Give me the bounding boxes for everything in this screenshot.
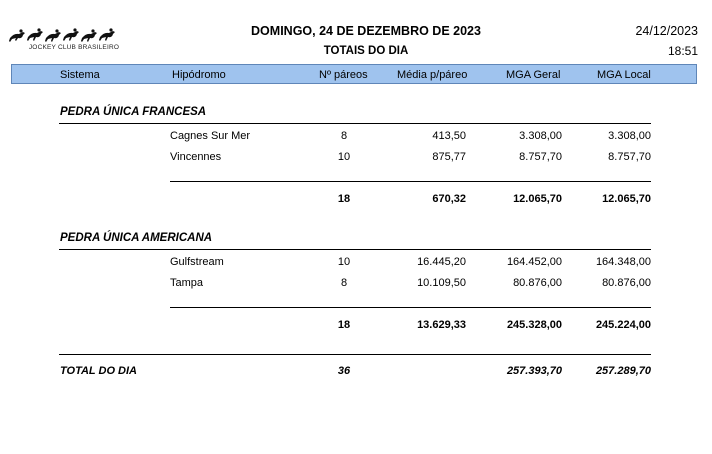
- subtotal-divider: [170, 307, 651, 308]
- subtotal-mga-local: 12.065,70: [602, 193, 651, 205]
- col-media: Média p/páreo: [397, 69, 468, 81]
- col-mga-geral: MGA Geral: [506, 69, 561, 81]
- subtotal-divider: [170, 181, 651, 182]
- page-title: DOMINGO, 24 DE DEZEMBRO DE 2023: [251, 24, 481, 38]
- logo-text: JOCKEY CLUB BRASILEIRO: [28, 44, 120, 51]
- row-pareos: 10: [337, 256, 351, 268]
- subtotal-mga-local: 245.224,00: [595, 319, 651, 331]
- row-hipodromo: Cagnes Sur Mer: [170, 130, 251, 142]
- col-mga-local: MGA Local: [597, 69, 651, 81]
- total-label: TOTAL DO DIA: [60, 365, 137, 377]
- report-time: 18:51: [667, 44, 698, 58]
- subtotal-mga-geral: 245.328,00: [506, 319, 562, 331]
- row-mga-geral: 80.876,00: [513, 277, 562, 289]
- total-mga-local: 257.289,70: [595, 365, 651, 377]
- subtotal-mga-geral: 12.065,70: [513, 193, 562, 205]
- row-mga-local: 3.308,00: [608, 130, 651, 142]
- section-title-americana: PEDRA ÚNICA AMERICANA: [60, 232, 213, 244]
- row-hipodromo: Gulfstream: [170, 256, 224, 268]
- total-divider: [59, 354, 651, 355]
- row-mga-geral: 3.308,00: [519, 130, 562, 142]
- row-pareos: 10: [337, 151, 351, 163]
- row-media: 413,50: [432, 130, 466, 142]
- row-mga-local: 164.348,00: [595, 256, 651, 268]
- col-hipodromo: Hipódromo: [172, 69, 226, 81]
- row-mga-geral: 8.757,70: [519, 151, 562, 163]
- row-mga-local: 80.876,00: [602, 277, 651, 289]
- section-divider: [59, 249, 651, 250]
- subtotal-media: 13.629,33: [417, 319, 466, 331]
- total-mga-geral: 257.393,70: [506, 365, 562, 377]
- row-mga-local: 8.757,70: [608, 151, 651, 163]
- report-date: 24/12/2023: [635, 24, 698, 38]
- column-header-bar: [11, 64, 697, 84]
- row-pareos: 8: [340, 130, 348, 142]
- subtotal-pareos: 18: [337, 319, 351, 331]
- section-title-francesa: PEDRA ÚNICA FRANCESA: [60, 106, 207, 118]
- row-mga-geral: 164.452,00: [506, 256, 562, 268]
- subtotal-media: 670,32: [432, 193, 466, 205]
- subtotal-pareos: 18: [337, 193, 351, 205]
- total-pareos: 36: [337, 365, 351, 377]
- row-media: 16.445,20: [417, 256, 466, 268]
- section-divider: [59, 123, 651, 124]
- col-n-pareos: Nº páreos: [319, 69, 368, 81]
- col-sistema: Sistema: [60, 69, 100, 81]
- page-subtitle: TOTAIS DO DIA: [323, 45, 409, 57]
- row-media: 10.109,50: [417, 277, 466, 289]
- row-hipodromo: Tampa: [170, 277, 204, 289]
- row-media: 875,77: [432, 151, 466, 163]
- row-hipodromo: Vincennes: [170, 151, 222, 163]
- row-pareos: 8: [340, 277, 348, 289]
